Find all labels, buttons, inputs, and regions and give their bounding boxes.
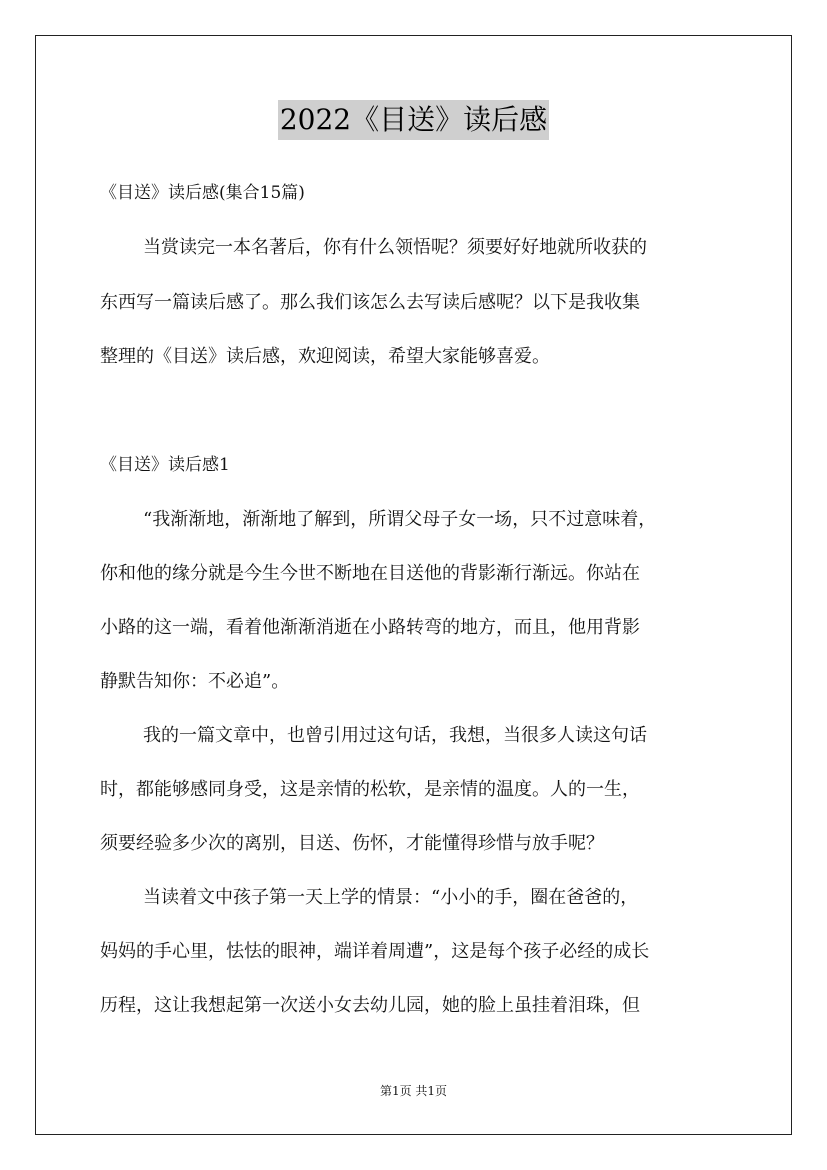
body-line-7: 须要经验多少次的离别，目送、伤怀，才能懂得珍惜与放手呢？ [100, 833, 604, 854]
intro-line-3: 整理的《目送》读后感，欢迎阅读，希望大家能够喜爱。 [100, 346, 550, 367]
page-footer: 第1页 共1页 [379, 1084, 448, 1098]
body-line-1: “我渐渐地，渐渐地了解到，所谓父母子女一场，只不过意味着， [143, 509, 657, 530]
document-subtitle: 《目送》读后感(集合15篇) [100, 183, 305, 203]
body-line-2: 你和他的缘分就是今生今世不断地在目送他的背影渐行渐远。你站在 [100, 563, 640, 584]
section-heading: 《目送》读后感1 [100, 455, 230, 475]
body-line-3: 小路的这一端，看着他渐渐消逝在小路转弯的地方，而且，他用背影 [100, 617, 640, 638]
title-container [0, 100, 827, 140]
body-line-10: 历程，这让我想起第一次送小女去幼儿园，她的脸上虽挂着泪珠，但 [100, 995, 640, 1016]
body-line-5: 我的一篇文章中，也曾引用过这句话，我想，当很多人读这句话 [143, 725, 647, 746]
intro-line-1: 当赏读完一本名著后，你有什么领悟呢？须要好好地就所收获的 [143, 237, 647, 258]
intro-line-2: 东西写一篇读后感了。那么我们该怎么去写读后感呢？以下是我收集 [100, 292, 640, 313]
body-line-8: 当读着文中孩子第一天上学的情景：“小小的手，圈在爸爸的， [143, 887, 639, 908]
body-line-9: 妈妈的手心里，怯怯的眼神，端详着周遭”，这是每个孩子必经的成长 [100, 941, 650, 962]
body-line-6: 时，都能够感同身受，这是亲情的松软，是亲情的温度。人的一生， [100, 779, 640, 800]
document-title: 2022《目送》读后感 [278, 100, 549, 140]
body-line-4: 静默告知你：不必追”。 [100, 671, 290, 692]
